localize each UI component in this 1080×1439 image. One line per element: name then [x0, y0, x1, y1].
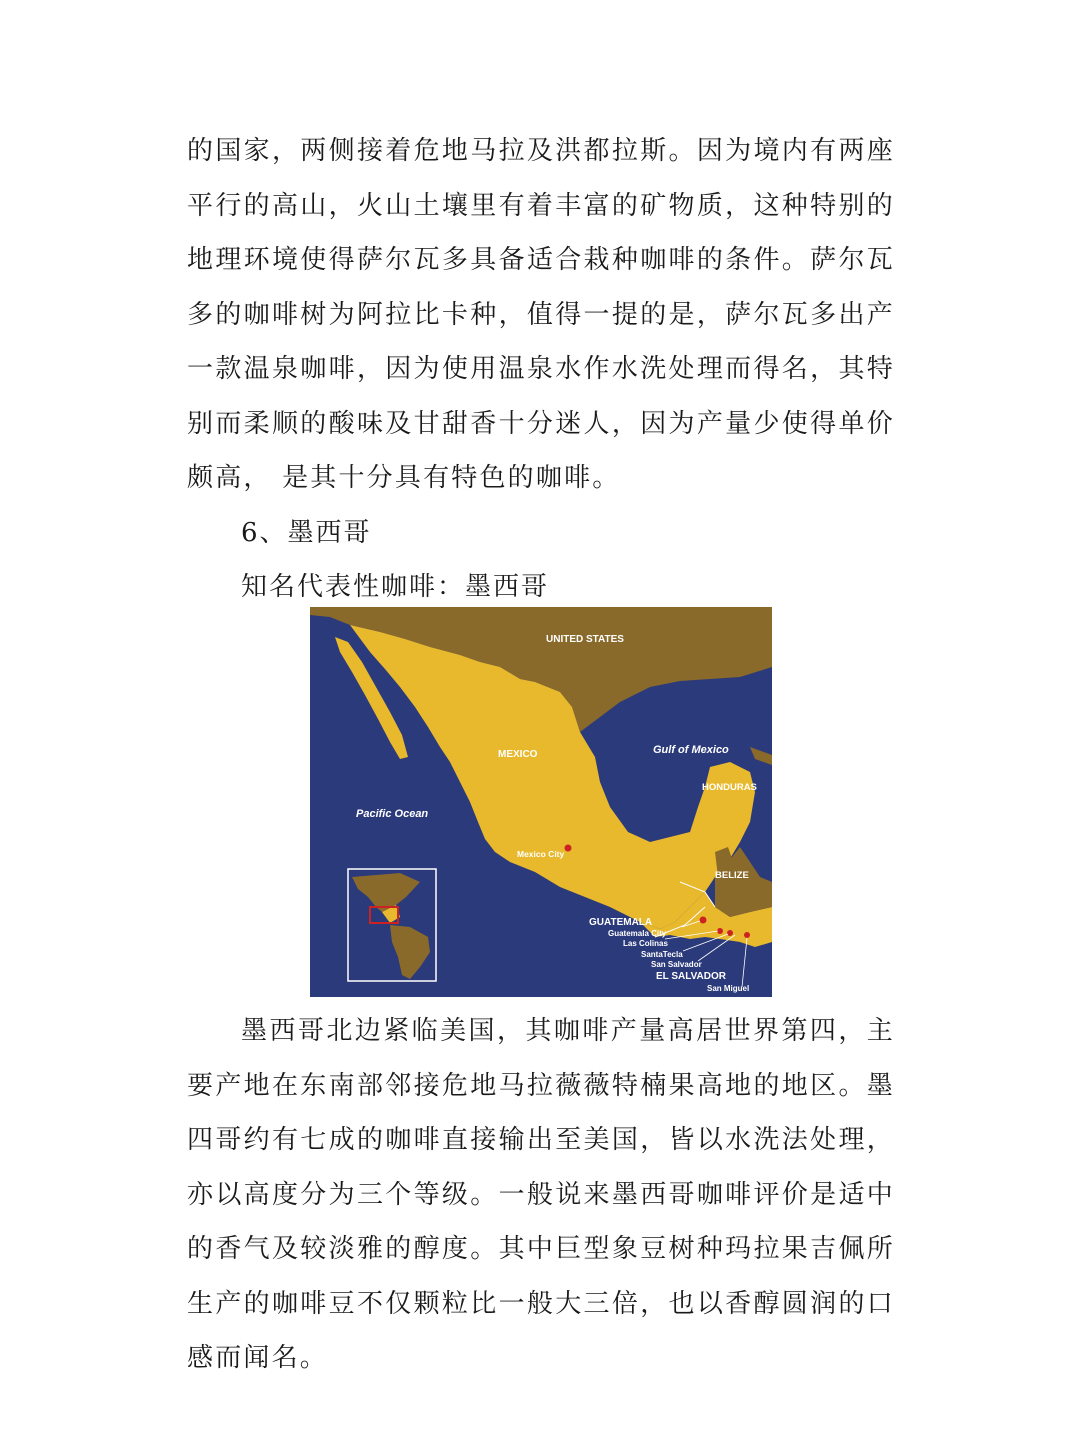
label-santa-tecla: SantaTecla: [641, 950, 683, 959]
label-belize: BELIZE: [715, 870, 749, 881]
city-dot-santa-tecla: [727, 930, 733, 936]
label-mexico: MEXICO: [498, 749, 538, 760]
mexico-map-svg: [310, 607, 772, 997]
label-honduras: HONDURAS: [702, 782, 757, 793]
page-body: [187, 124, 895, 615]
label-guatemala-city: Guatemala City: [608, 929, 667, 938]
label-san-miguel: San Miguel: [707, 984, 750, 993]
label-las-colinas: Las Colinas: [623, 939, 668, 948]
label-san-salvador: San Salvador: [651, 960, 702, 969]
inset-locator-map: [348, 869, 436, 981]
mexico-map-image: [310, 607, 772, 997]
label-mexico-city: Mexico City: [517, 849, 565, 859]
label-guatemala: GUATEMALA: [589, 917, 653, 928]
label-gulf-of-mexico: Gulf of Mexico: [653, 744, 729, 756]
section-heading-mexico: 6、墨西哥: [241, 517, 372, 548]
paragraph-mexico: 墨西哥北边紧临美国，其咖啡产量高居世界第四，主要产地在东南部邻接危地马拉薇薇特楠果高地的地区。墨四哥约有七成的咖啡直接输出至美国，皆以水洗法处理，亦以高度分为三个等级。一般说来墨西哥咖啡评价是适中的香气及较淡雅的醇度。其中巨型象豆树种玛拉果吉佩所生产的咖啡豆不仅颗粒比一般大三倍，也以香醇圆润的口感而闻名。: [187, 1016, 895, 1373]
lower-text-block: [187, 1004, 895, 1386]
representative-coffee-label: 知名代表性咖啡：墨西哥: [241, 572, 550, 602]
label-el-salvador: EL SALVADOR: [656, 971, 727, 982]
label-pacific-ocean: Pacific Ocean: [356, 808, 429, 820]
label-united-states: UNITED STATES: [546, 634, 624, 645]
city-dot-mexico-city: [565, 845, 572, 852]
paragraph-el-salvador: 的国家，两侧接着危地马拉及洪都拉斯。因为境内有两座平行的高山，火山土壤里有着丰富的矿物质，这种特别的地理环境使得萨尔瓦多具备适合栽种咖啡的条件。萨尔瓦多的咖啡树为阿拉比卡种，值得一提的是，萨尔瓦多出产一款温泉咖啡，因为使用温泉水作水洗处理而得名，其特别而柔顺的酸味及甘甜香十分迷人，因为产量少使得单价颇高， 是其十分具有特色的咖啡。: [187, 136, 895, 493]
city-dot-san-miguel: [744, 932, 750, 938]
city-dot-guatemala-city: [700, 917, 707, 924]
